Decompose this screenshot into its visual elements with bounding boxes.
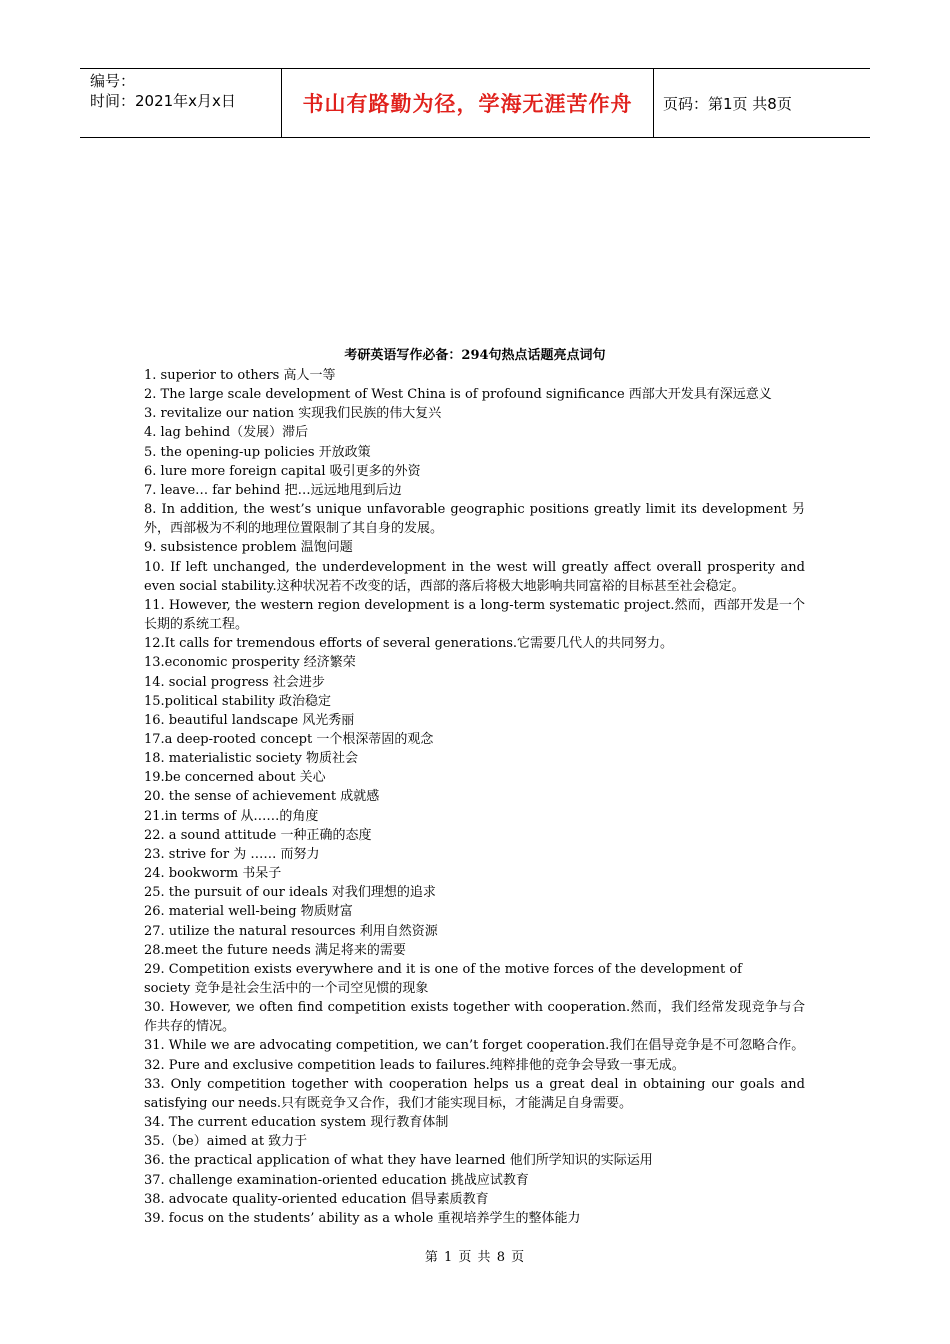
list-item: 14. social progress 社会进步 [144,674,325,690]
list-item: 8. In addition, the west’s unique unfavorable geographic positions greatly limit its development 另外，西部极为不利的地理位置限制了其自身的发展。 [144,502,805,537]
list-item: 5. the opening-up policies 开放政策 [144,444,371,460]
page-footer: 第 1 页 共 8 页 [424,1250,526,1265]
list-item: 3. revitalize our nation 实现我们民族的伟大复兴 [144,406,442,422]
list-item: 10. If left unchanged, the underdevelopment in the west will greatly affect overall prosperity and even social stability.这种状况若不改变的话，西部的落后将极大地影响共同富裕的目标甚至社会稳定。 [144,559,805,594]
page-header [80,68,870,138]
header-meta [80,69,282,137]
list-item: 29. Competition exists everywhere and it is one of the motive forces of the development of [144,961,742,977]
list-item: 13.economic prosperity 经济繁荣 [144,655,356,671]
list-item: 22. a sound attitude 一种正确的态度 [144,827,372,843]
list-item: 2. The large scale development of West China is of profound significance 西部大开发具有深远意义 [144,387,772,403]
list-item: 31. While we are advocating competition, we can’t forget cooperation.我们在倡导竞争是不可忽略合作。 [144,1038,805,1054]
list-item: 38. advocate quality-oriented education 倡导素质教育 [144,1191,489,1207]
list-item: 34. The current education system 现行教育体制 [144,1115,449,1131]
list-item: 33. Only competition together with cooperation helps us a great deal in obtaining our goals and satisfying our needs.只有既竞争又合作，我们才能实现目标，才能满足自身需要。 [144,1076,805,1111]
document-title: 考研英语写作必备：294句热点话题亮点词句 [344,348,606,363]
list-item: 11. However, the western region development is a long-term systematic project.然而，西部开发是一个长期的系统工程。 [144,597,805,633]
list-item: 18. materialistic society 物质社会 [144,751,359,767]
list-item: 24. bookworm 书呆子 [144,866,282,882]
list-item: 32. Pure and exclusive competition leads to failures.纯粹排他的竞争会导致一事无成。 [144,1057,685,1073]
list-item: 1. superior to others 高人一等 [144,368,336,383]
list-item: 23. strive for 为 …… 而努力 [144,846,320,862]
list-item: 36. the practical application of what they have learned 他们所学知识的实际运用 [144,1153,653,1169]
list-item: 15.political stability 政治稳定 [144,693,331,709]
list-item: 28.meet the future needs 满足将来的需要 [144,942,406,958]
list-item: 39. focus on the students’ ability as a whole 重视培养学生的整体能力 [144,1210,581,1226]
list-item: 9. subsistence problem 温饱问题 [144,540,353,556]
list-item: 30. However, we often find competition exists together with cooperation.然而，我们经常发现竞争与合作共存的情况。 [144,1000,805,1035]
header-page-code: 页码：第1页 共8页 [663,94,792,113]
list-item: 37. challenge examination-oriented education 挑战应试教育 [144,1172,529,1188]
list-item: 20. the sense of achievement 成就感 [144,789,380,805]
list-item: 6. lure more foreign capital 吸引更多的外资 [144,463,421,479]
list-item: 35.（be）aimed at 致力于 [144,1134,308,1150]
list-item: 19.be concerned about 关心 [144,770,326,786]
list-item: 21.in terms of 从……的角度 [144,808,319,824]
list-item: 25. the pursuit of our ideals 对我们理想的追求 [144,885,436,901]
list-item: 26. material well-being 物质财富 [144,904,353,920]
list-item: society 竞争是社会生活中的一个司空见惯的现象 [144,981,429,996]
list-item: 17.a deep-rooted concept 一个根深蒂固的观念 [144,731,434,747]
list-item: 12.It calls for tremendous efforts of several generations.它需要几代人的共同努力。 [144,636,674,652]
phrase-list [144,366,805,1228]
time-label: 时间：2021年x月x日 [90,92,236,110]
list-item: 7. leave… far behind 把…远远地甩到后边 [144,482,402,498]
list-item: 4. lag behind（发展）滞后 [144,425,309,441]
header-motto: 书山有路勤为径，学海无涯苦作舟 [282,69,654,137]
serial-label: 编号： [90,72,136,90]
list-item: 16. beautiful landscape 风光秀丽 [144,712,355,728]
list-item: 27. utilize the natural resources 利用自然资源 [144,923,438,939]
